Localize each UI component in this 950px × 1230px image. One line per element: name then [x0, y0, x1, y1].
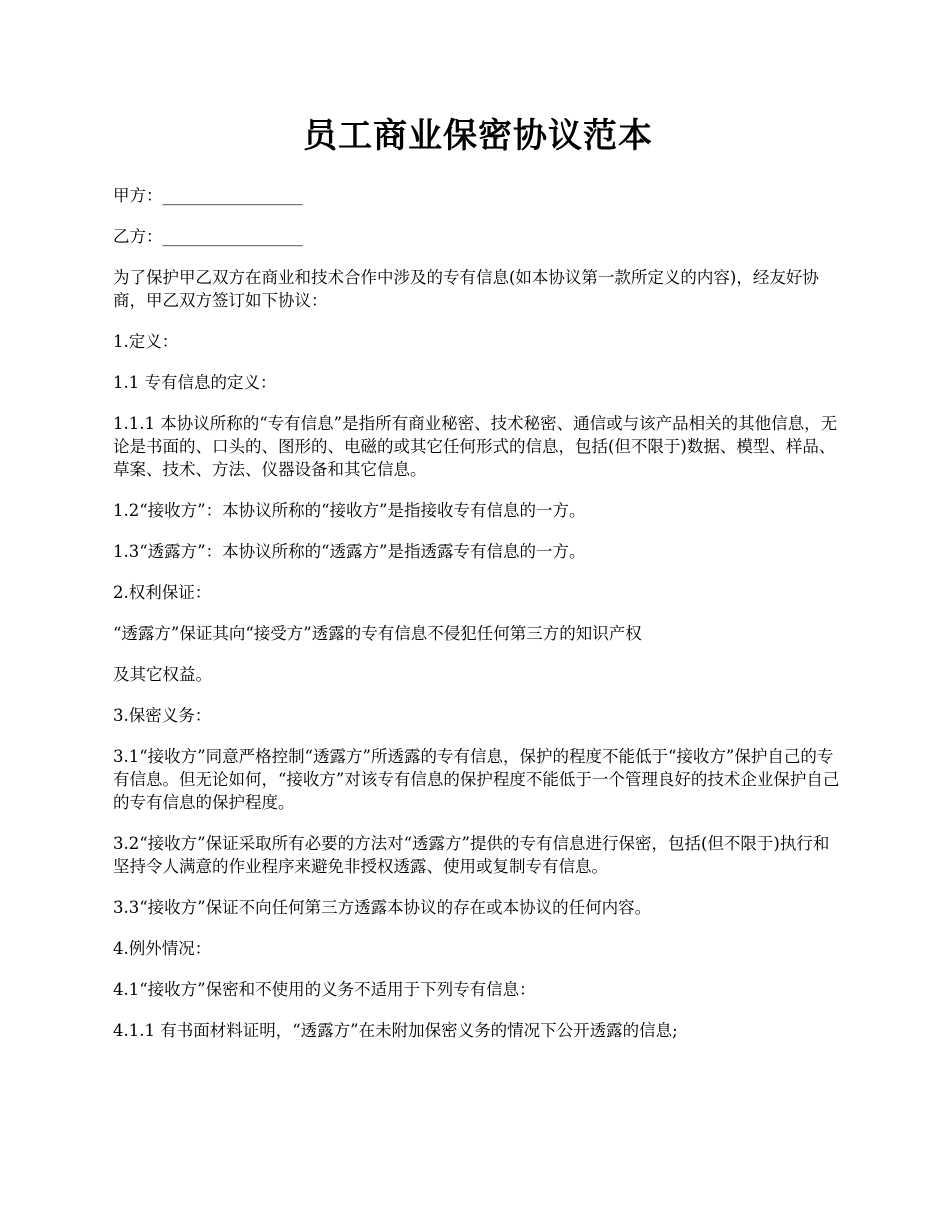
section-heading-exceptions: 4.例外情况：: [113, 939, 212, 958]
party-b-line: 乙方：_________________: [113, 227, 303, 246]
warranty-paragraph: “透露方”保证其向“接受方”透露的专有信息不侵犯任何第三方的知识产权: [113, 624, 642, 643]
subsection-heading-proprietary-info: 1.1 专有信息的定义：: [113, 373, 277, 392]
clause-1-1-1: 1.1.1 本协议所称的“专有信息”是指所有商业秘密、技术秘密、通信或与该产品相关的其他信息，无论是书面的、口头的、图形的、电磁的或其它任何形式的信息，包括(但不限于)数据、模型、样品、草案、技术、方法、仪器设备和其它信息。: [113, 414, 838, 479]
preamble-paragraph: 为了保护甲乙双方在商业和技术合作中涉及的专有信息(如本协议第一款所定义的内容)，经友好协商，甲乙双方签订如下协议：: [113, 268, 819, 310]
party-a-line: 甲方：_________________: [113, 186, 303, 205]
warranty-paragraph-continued: 及其它权益。: [113, 665, 212, 684]
clause-4-1: 4.1“接收方”保密和不使用的义务不适用于下列专有信息：: [113, 980, 536, 999]
clause-3-2: 3.2“接收方”保证采取所有必要的方法对“透露方”提供的专有信息进行保密，包括(但不限于)执行和坚持令人满意的作业程序来避免非授权透露、使用或复制专有信息。: [113, 834, 830, 876]
section-heading-warranty: 2.权利保证：: [113, 583, 212, 602]
clause-3-1: 3.1“接收方”同意严格控制“透露方”所透露的专有信息，保护的程度不能低于“接收方”保护自己的专有信息。但无论如何，“接收方”对该专有信息的保护程度不能低于一个管理良好的技术企业保护自己的专有信息的保护程度。: [113, 747, 840, 812]
document-title: 员工商业保密协议范本: [303, 116, 653, 156]
clause-1-3: 1.3“透露方”：本协议所称的“透露方”是指透露专有信息的一方。: [113, 542, 586, 561]
section-heading-confidentiality: 3.保密义务：: [113, 706, 212, 725]
clause-4-1-1: 4.1.1 有书面材料证明，“透露方”在未附加保密义务的情况下公开透露的信息;: [113, 1021, 678, 1040]
section-heading-definitions: 1.定义：: [113, 332, 179, 351]
clause-3-3: 3.3“接收方”保证不向任何第三方透露本协议的存在或本协议的任何内容。: [113, 898, 652, 917]
document-page: [113, 110, 843, 1060]
clause-1-2: 1.2“接收方”：本协议所称的“接收方”是指接收专有信息的一方。: [113, 501, 586, 520]
